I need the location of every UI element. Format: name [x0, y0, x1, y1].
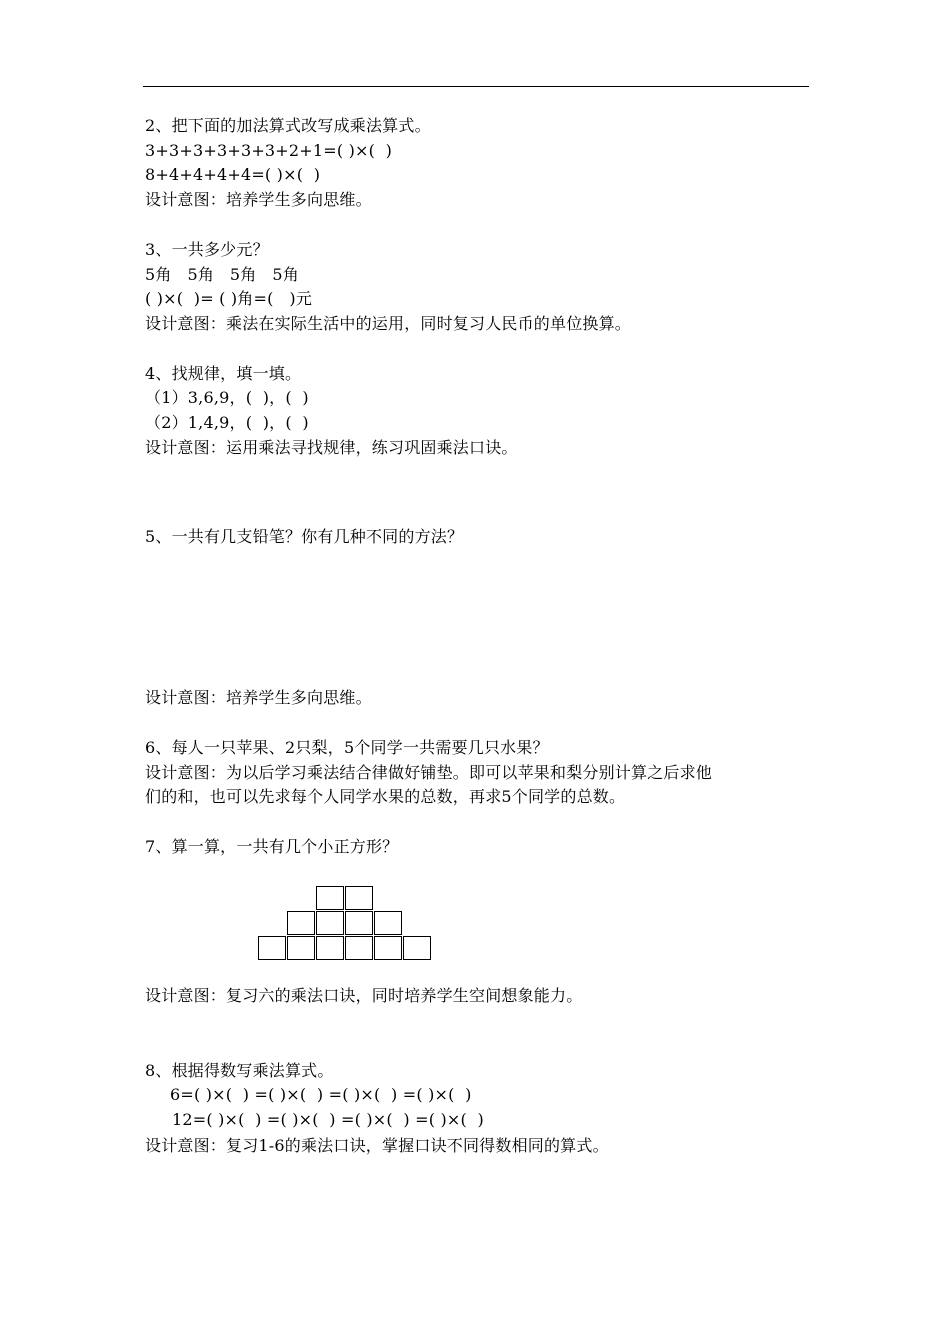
small-square	[287, 936, 315, 960]
q5-title: 5、一共有几支铅笔？你有几种不同的方法？	[145, 527, 464, 546]
q8-intent: 设计意图：复习1-6的乘法口诀，掌握口诀不同得数相同的算式。	[145, 1136, 609, 1155]
header-rule	[143, 86, 809, 87]
q6-title: 6、每人一只苹果、2只梨，5个同学一共需要几只水果？	[145, 738, 549, 757]
q8-line1: 6=( )×( ) =( )×( ) =( )×( ) =( )×( )	[170, 1085, 472, 1104]
q2-line1: 3+3+3+3+3+3+2+1=( )×( )	[145, 141, 393, 160]
small-square	[316, 936, 344, 960]
small-square	[345, 886, 373, 910]
small-square	[316, 886, 344, 910]
q3-coins: 5角 5角 5角 5角	[145, 265, 299, 284]
q2-intent: 设计意图：培养学生多向思维。	[145, 190, 372, 209]
q3-formula: ( )×( )= ( )角=( )元	[145, 289, 313, 308]
squares-pyramid	[258, 886, 432, 962]
q2-title: 2、把下面的加法算式改写成乘法算式。	[145, 116, 431, 135]
q8-title: 8、根据得数写乘法算式。	[145, 1061, 334, 1080]
small-square	[287, 911, 315, 935]
q4-line2: （2）1,4,9，( )，( )	[145, 413, 309, 432]
small-square	[374, 936, 402, 960]
q5-intent: 设计意图：培养学生多向思维。	[145, 688, 372, 707]
q7-intent: 设计意图：复习六的乘法口诀，同时培养学生空间想象能力。	[145, 986, 583, 1005]
small-square	[316, 911, 344, 935]
q4-line1: （1）3,6,9，( )，( )	[145, 388, 309, 407]
q6-intent-line1: 设计意图：为以后学习乘法结合律做好铺垫。即可以苹果和梨分别计算之后求他	[145, 763, 713, 782]
small-square	[258, 936, 286, 960]
q4-title: 4、找规律，填一填。	[145, 364, 302, 383]
q4-intent: 设计意图：运用乘法寻找规律，练习巩固乘法口诀。	[145, 438, 518, 457]
q8-line2: 12=( )×( ) =( )×( ) =( )×( ) =( )×( )	[172, 1110, 484, 1129]
small-square	[345, 936, 373, 960]
q3-intent: 设计意图：乘法在实际生活中的运用，同时复习人民币的单位换算。	[145, 314, 632, 333]
small-square	[345, 911, 373, 935]
q2-line2: 8+4+4+4+4=( )×( )	[145, 165, 321, 184]
small-square	[374, 911, 402, 935]
small-square	[403, 936, 431, 960]
q6-intent-line2: 们的和，也可以先求每个人同学水果的总数，再求5个同学的总数。	[145, 787, 626, 806]
q7-title: 7、算一算，一共有几个小正方形？	[145, 837, 399, 856]
q3-title: 3、一共多少元？	[145, 240, 269, 259]
